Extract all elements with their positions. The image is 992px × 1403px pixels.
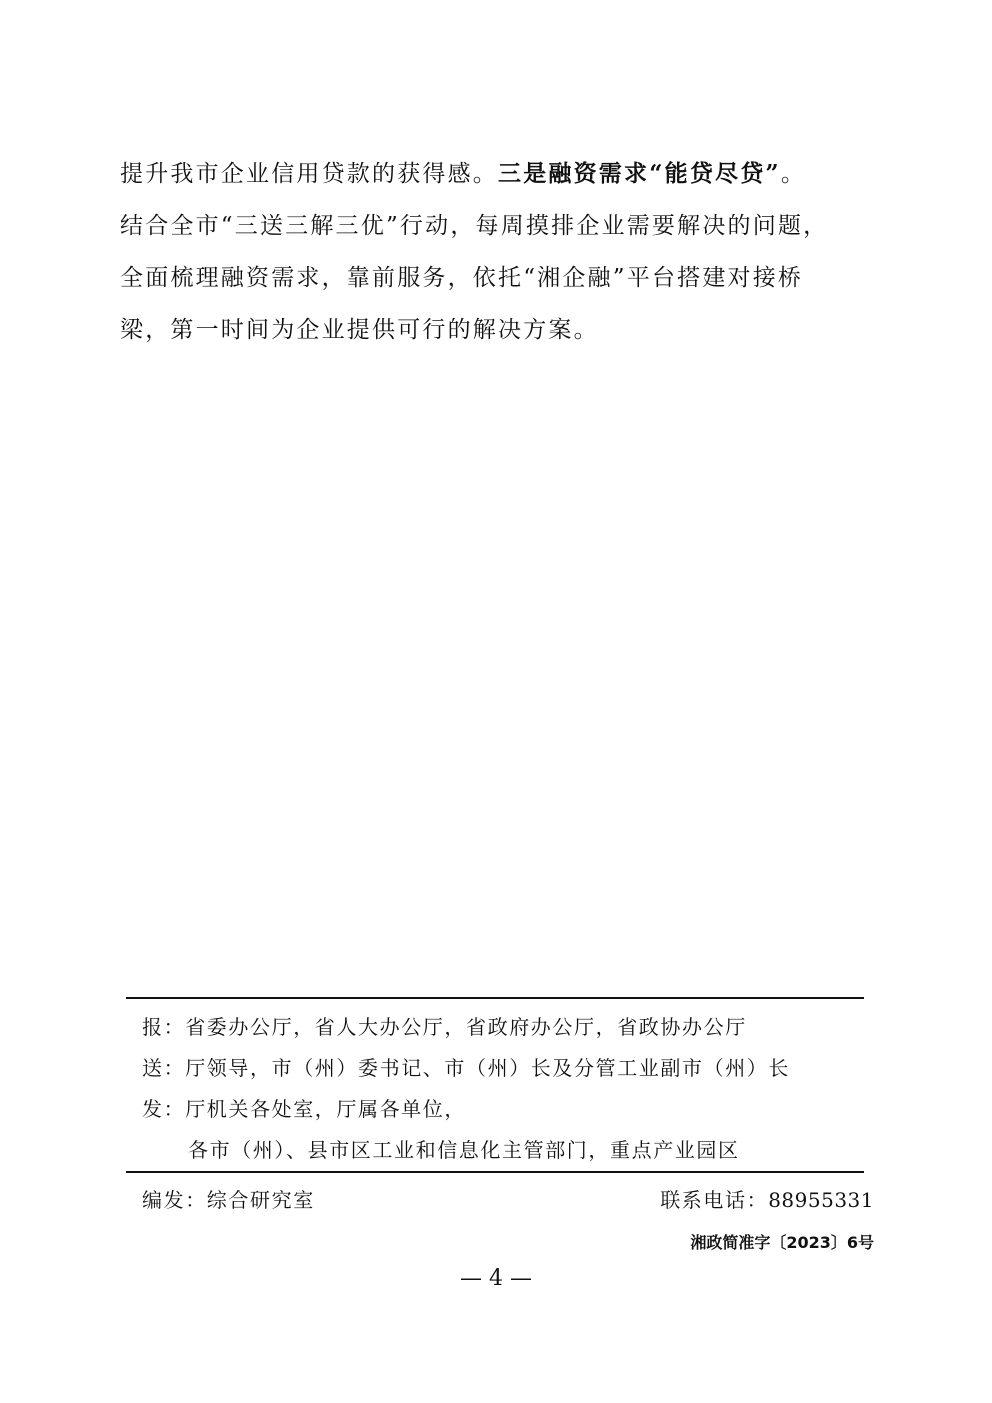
body-line-1c: 。 xyxy=(780,161,807,187)
top-divider xyxy=(126,997,864,999)
distribution-fa: 发：厅机关各处室，厅属各单位， xyxy=(142,1097,466,1121)
body-text xyxy=(120,148,876,356)
page-number: — 4 — xyxy=(460,1266,532,1291)
body-line-1 xyxy=(120,148,876,200)
approval-number: 湘政简准字〔2023〕6号 xyxy=(690,1233,874,1252)
distribution-bao: 报：省委办公厅，省人大办公厅，省政府办公厅，省政协办公厅 xyxy=(142,1015,747,1039)
body-line-1-emphasis: 三是融资需求“能贷尽贷” xyxy=(498,160,781,187)
body-line-2: 结合全市“三送三解三优”行动，每周摸排企业需要解决的问题， xyxy=(120,213,829,239)
distribution-list xyxy=(142,1007,790,1171)
contact-label: 联系电话： xyxy=(660,1188,769,1212)
body-line-4: 梁，第一时间为企业提供可行的解决方案。 xyxy=(120,317,599,343)
body-line-3: 全面梳理融资需求，靠前服务，依托“湘企融”平台搭建对接桥 xyxy=(120,265,804,291)
body-line-1a: 提升我市企业信用贷款的获得感。 xyxy=(120,161,498,187)
issuer: 编发：综合研究室 xyxy=(142,1188,315,1212)
contact-number: 88955331 xyxy=(768,1188,874,1212)
contact-phone xyxy=(660,1184,874,1213)
distribution-fa-continued: 各市（州）、县市区工业和信息化主管部门，重点产业园区 xyxy=(188,1138,740,1162)
bottom-divider xyxy=(126,1171,864,1173)
distribution-song: 送：厅领导，市（州）委书记、市（州）长及分管工业副市（州）长 xyxy=(142,1056,790,1080)
